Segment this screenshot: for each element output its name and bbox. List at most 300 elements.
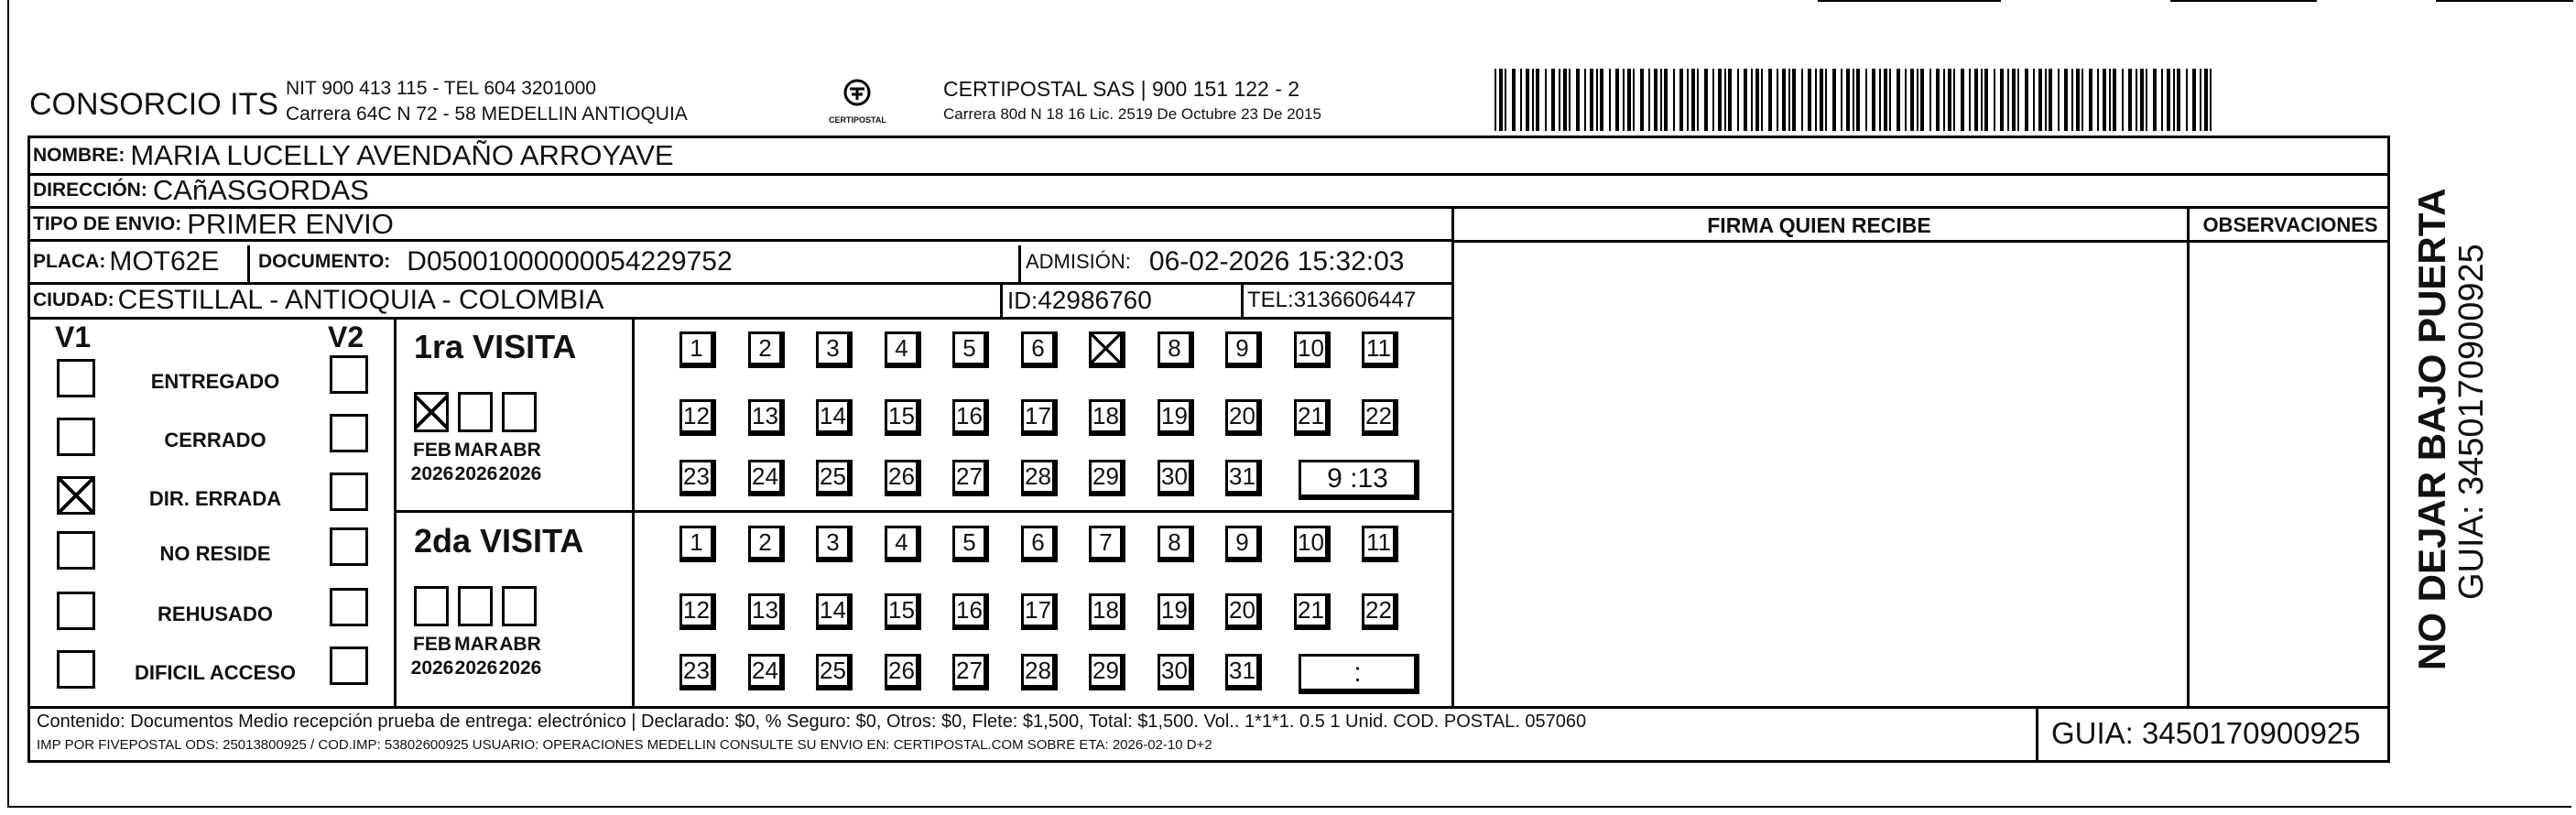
placa-row	[33, 243, 219, 281]
day-label: 29	[1092, 462, 1119, 490]
barcode-bar	[1737, 69, 1739, 131]
barcode-bar	[2103, 69, 2106, 131]
month-year: 2026	[454, 463, 498, 484]
observaciones-header: OBSERVACIONES	[2202, 213, 2378, 236]
month-checkbox[interactable]	[458, 392, 493, 432]
documento-label: DOCUMENTO:	[258, 251, 391, 272]
side-guia: GUIA: 3450170900925	[2452, 244, 2491, 600]
barcode-bar	[1961, 69, 1964, 131]
barcode-bar	[2167, 69, 2170, 131]
month-checkbox[interactable]	[414, 392, 449, 432]
month-label: FEB	[413, 440, 451, 461]
status-label: DIFICIL ACCESO	[134, 661, 296, 684]
barcode-bar	[1718, 69, 1722, 131]
tipo-row	[33, 208, 394, 241]
day-box[interactable]	[679, 526, 716, 562]
month-checkbox[interactable]	[458, 586, 493, 626]
month-label: MAR	[454, 634, 498, 655]
day-label: 3	[826, 334, 840, 362]
status-v2-checkbox[interactable]	[330, 355, 368, 394]
day-label: 14	[820, 596, 846, 624]
barcode-bar	[1691, 69, 1695, 131]
barcode-bar	[1563, 69, 1567, 131]
barcode-bar	[1697, 69, 1699, 131]
ciudad-row	[33, 284, 603, 317]
tipo-value: PRIMER ENVIO	[187, 208, 394, 240]
day-box[interactable]	[885, 526, 921, 562]
day-box[interactable]	[952, 460, 989, 496]
barcode-bar	[1889, 69, 1891, 131]
barcode-bar	[1981, 69, 1983, 131]
day-box[interactable]	[679, 331, 716, 368]
day-box[interactable]	[748, 460, 785, 496]
month-year: 2026	[498, 463, 542, 484]
day-label: 26	[888, 657, 915, 684]
day-box[interactable]	[1089, 460, 1125, 496]
status-label: ENTREGADO	[150, 370, 280, 393]
month-year: 2026	[410, 463, 454, 484]
barcode-bar	[1648, 69, 1650, 131]
status-v2-checkbox[interactable]	[330, 527, 368, 566]
day-box[interactable]	[1158, 654, 1194, 690]
barcode-bar	[2097, 69, 2099, 131]
x-mark-icon	[417, 395, 446, 429]
barcode-bar	[2113, 69, 2116, 131]
barcode-bar	[1712, 69, 1714, 131]
cell-divider	[1241, 282, 1244, 317]
day-box[interactable]	[1158, 460, 1194, 496]
day-box[interactable]	[1021, 399, 1058, 436]
visit-title: 1ra VISITA	[414, 328, 577, 365]
barcode-bar	[2049, 69, 2052, 131]
day-box[interactable]	[748, 331, 785, 368]
id-label: ID:	[1007, 286, 1038, 314]
day-box[interactable]	[1158, 399, 1194, 436]
barcode-bar	[2136, 69, 2137, 131]
day-label: 22	[1365, 402, 1392, 429]
day-label: 7	[1099, 528, 1113, 556]
day-box[interactable]	[1362, 331, 1398, 368]
day-box[interactable]	[1021, 526, 1058, 562]
day-label: 24	[752, 462, 778, 490]
day-box[interactable]	[1294, 399, 1331, 436]
day-box[interactable]	[885, 460, 921, 496]
time-value: 9 :13	[1327, 462, 1388, 494]
status-v1-checkbox[interactable]	[57, 418, 95, 456]
barcode-bar	[1865, 69, 1867, 131]
barcode-bar	[1664, 69, 1668, 131]
day-label: 6	[1031, 528, 1045, 556]
tel-row	[1247, 284, 1416, 317]
status-v2-checkbox[interactable]	[330, 414, 368, 452]
day-box[interactable]	[816, 460, 853, 496]
day-label: 15	[888, 402, 915, 429]
barcode-bar	[1825, 69, 1827, 131]
cell-divider	[1018, 245, 1021, 282]
status-v2-checkbox[interactable]	[330, 647, 368, 685]
barcode-bar	[1724, 69, 1726, 131]
day-box[interactable]	[1089, 654, 1125, 690]
month-label: ABR	[499, 440, 541, 461]
v2-header: V2	[328, 321, 364, 353]
day-box[interactable]	[816, 331, 853, 368]
barcode-bar	[1627, 69, 1631, 131]
month-label: MAR	[454, 440, 498, 461]
day-box[interactable]	[1158, 526, 1194, 562]
cell-divider	[247, 245, 250, 282]
tipo-label: TIPO DE ENVIO:	[33, 213, 182, 234]
barcode-bar	[2192, 69, 2196, 131]
certipostal-logo-icon	[831, 78, 883, 118]
day-label: 20	[1229, 402, 1255, 429]
documento-row	[258, 243, 733, 281]
barcode-bar	[1532, 69, 1534, 131]
barcode-bar	[1948, 69, 1951, 131]
day-box[interactable]	[1089, 331, 1125, 368]
placa-label: PLACA:	[33, 251, 106, 272]
month-checkbox[interactable]	[502, 392, 537, 432]
status-v2-checkbox[interactable]	[330, 588, 368, 626]
status-v1-checkbox[interactable]	[57, 476, 95, 515]
barcode-bar	[2000, 69, 2004, 131]
company-nit: NIT 900 413 115 - TEL 604 3201000	[286, 78, 596, 99]
day-box[interactable]	[748, 654, 785, 690]
day-label: 31	[1229, 657, 1255, 684]
barcode-bar	[1654, 69, 1658, 131]
day-label: 18	[1092, 596, 1119, 624]
day-box[interactable]	[1089, 593, 1125, 630]
nombre-row	[33, 138, 674, 173]
barcode-bar	[1884, 69, 1887, 131]
day-box[interactable]	[1362, 526, 1398, 562]
barcode-bar	[1801, 69, 1803, 131]
day-label: 19	[1161, 402, 1188, 429]
status-label: REHUSADO	[158, 603, 273, 625]
documento-value: D05001000000054229752	[407, 246, 733, 277]
barcode-bar	[1792, 69, 1796, 131]
day-label: 13	[752, 596, 778, 624]
barcode-bar	[1969, 69, 1971, 131]
barcode-bar	[2045, 69, 2047, 131]
carrier-name: CERTIPOSTAL SAS | 900 151 122 - 2	[943, 77, 1300, 101]
day-box[interactable]	[885, 593, 921, 630]
tel-label: TEL:	[1247, 288, 1294, 312]
day-box[interactable]	[816, 654, 853, 690]
day-label: 14	[820, 402, 846, 429]
barcode-bar	[1590, 69, 1593, 131]
day-label: 27	[956, 657, 983, 684]
time-box[interactable]	[1299, 460, 1419, 500]
day-label: 21	[1298, 596, 1324, 624]
time-value: :	[1353, 657, 1362, 688]
x-mark-icon	[1092, 334, 1120, 363]
barcode-bar	[1495, 69, 1496, 131]
barcode-bar	[1576, 69, 1580, 131]
barcode-bar	[1615, 69, 1619, 131]
day-label: 12	[683, 402, 710, 429]
bottom-edge-line	[7, 806, 2571, 808]
barcode-bar	[2173, 69, 2175, 131]
barcode-bar	[1920, 69, 1924, 131]
day-label: 28	[1025, 657, 1051, 684]
day-label: 24	[752, 657, 778, 684]
day-label: 25	[820, 462, 846, 490]
barcode-bar	[2033, 69, 2035, 131]
barcode-bar	[2204, 69, 2208, 131]
status-v1-checkbox[interactable]	[57, 359, 95, 397]
imp-text: IMP POR FIVEPOSTAL ODS: 25013800925 / COD.IMP: 53802600925 USUARIO: OPERACIONES MEDELLIN CONSULTE SU ENVIO EN: CERTIPOSTAL.COM SOBRE ETA: 2026-02-10 D+2	[37, 737, 1212, 753]
day-label: 12	[683, 596, 710, 624]
day-box[interactable]	[1158, 593, 1194, 630]
barcode-bar	[1673, 69, 1675, 131]
day-box[interactable]	[748, 593, 785, 630]
day-box[interactable]	[816, 399, 853, 436]
x-mark-icon	[60, 479, 92, 512]
admision-value: 06-02-2026 15:32:03	[1148, 246, 1405, 277]
barcode-bar	[2210, 69, 2212, 131]
barcode-bar	[2109, 69, 2111, 131]
barcode-bar	[2089, 69, 2092, 131]
day-label: 10	[1298, 528, 1324, 556]
id-row	[1007, 284, 1152, 317]
barcode-bar	[1974, 69, 1978, 131]
row-divider	[27, 317, 1451, 320]
barcode-bar	[1777, 69, 1778, 131]
day-box[interactable]	[1089, 526, 1125, 562]
left-edge-line	[7, 0, 9, 806]
day-box[interactable]	[1362, 399, 1398, 436]
barcode-bar	[1853, 69, 1854, 131]
column-divider	[2187, 206, 2190, 706]
day-box[interactable]	[679, 593, 716, 630]
day-box[interactable]	[679, 654, 716, 690]
admision-label: ADMISIÓN:	[1026, 250, 1131, 273]
barcode-bar	[1584, 69, 1586, 131]
day-box[interactable]	[1021, 654, 1058, 690]
tel-value: 3136606447	[1293, 288, 1417, 312]
barcode-bar	[2200, 69, 2201, 131]
day-label: 15	[888, 596, 915, 624]
status-v1-checkbox[interactable]	[57, 531, 95, 570]
month-year: 2026	[454, 657, 498, 679]
barcode-bar	[1872, 69, 1875, 131]
day-box[interactable]	[1294, 526, 1331, 562]
day-label: 5	[962, 528, 976, 556]
barcode-bar	[2186, 69, 2188, 131]
barcode-bar	[1856, 69, 1860, 131]
logo-caption: CERTIPOSTAL	[829, 115, 886, 125]
day-label: 19	[1161, 596, 1188, 624]
day-label: 6	[1031, 334, 1045, 362]
barcode-bar	[2012, 69, 2016, 131]
barcode-bar	[1559, 69, 1560, 131]
day-box[interactable]	[952, 593, 989, 630]
day-box[interactable]	[1225, 399, 1262, 436]
day-box[interactable]	[1225, 526, 1262, 562]
day-box[interactable]	[885, 654, 921, 690]
day-label: 1	[690, 528, 703, 556]
barcode-bar	[1841, 69, 1842, 131]
company-name: CONSORCIO ITS	[29, 87, 279, 122]
v1-header: V1	[55, 321, 92, 353]
barcode-bar	[1633, 69, 1635, 131]
id-value: 42986760	[1038, 286, 1152, 314]
month-checkbox[interactable]	[414, 586, 449, 626]
status-v1-checkbox[interactable]	[57, 650, 95, 689]
day-box[interactable]	[952, 399, 989, 436]
day-label: 10	[1298, 334, 1324, 362]
carrier-address: Carrera 80d N 18 16 Lic. 2519 De Octubre 23 De 2015	[943, 105, 1321, 123]
barcode-bar	[1755, 69, 1759, 131]
day-box[interactable]	[1089, 399, 1125, 436]
day-label: 13	[752, 402, 778, 429]
admision-row	[1026, 243, 1404, 281]
barcode-bar	[2007, 69, 2009, 131]
day-label: 28	[1025, 462, 1051, 490]
day-box[interactable]	[952, 526, 989, 562]
day-label: 3	[826, 528, 840, 556]
barcode-bar	[1910, 69, 1914, 131]
visit-title: 2da VISITA	[414, 522, 584, 560]
day-label: 20	[1229, 596, 1255, 624]
day-box[interactable]	[1294, 593, 1331, 630]
day-label: 22	[1365, 596, 1392, 624]
barcode-bar	[1744, 69, 1747, 131]
barcode-bar	[2058, 69, 2060, 131]
day-label: 30	[1161, 657, 1188, 684]
day-label: 26	[888, 462, 915, 490]
barcode-bar	[2140, 69, 2144, 131]
barcode-bar	[1832, 69, 1836, 131]
barcode-bar	[2161, 69, 2163, 131]
row-divider	[27, 173, 2390, 176]
day-box[interactable]	[1021, 460, 1058, 496]
status-label: CERRADO	[164, 429, 266, 451]
day-label: 11	[1366, 334, 1391, 362]
day-label: 18	[1092, 402, 1119, 429]
barcode-bar	[1846, 69, 1850, 131]
day-box[interactable]	[1158, 331, 1194, 368]
barcode-bar	[1728, 69, 1732, 131]
company-address: Carrera 64C N 72 - 58 MEDELLIN ANTIOQUIA	[286, 103, 688, 125]
day-label: 1	[690, 334, 703, 362]
day-box[interactable]	[1225, 654, 1262, 690]
barcode-bar	[2017, 69, 2019, 131]
barcode-bar	[1808, 69, 1811, 131]
day-box[interactable]	[816, 526, 853, 562]
barcode-bar	[1609, 69, 1611, 131]
day-box[interactable]	[1362, 593, 1398, 630]
barcode-bar	[1545, 69, 1547, 131]
day-label: 5	[962, 334, 976, 362]
status-v1-checkbox[interactable]	[57, 592, 95, 630]
day-label: 9	[1235, 528, 1249, 556]
ciudad-value: CESTILLAL - ANTIOQUIA - COLOMBIA	[117, 285, 604, 315]
barcode-bar	[1660, 69, 1662, 131]
barcode-bar	[2128, 69, 2132, 131]
day-label: 21	[1298, 402, 1324, 429]
day-box[interactable]	[748, 399, 785, 436]
day-box[interactable]	[952, 654, 989, 690]
barcode-bar	[1600, 69, 1603, 131]
barcode-bar	[2081, 69, 2083, 131]
top-edge-mark	[2170, 0, 2317, 2]
barcode-bar	[1879, 69, 1881, 131]
day-label: 27	[956, 462, 983, 490]
barcode-bar	[1897, 69, 1900, 131]
day-box[interactable]	[1294, 331, 1331, 368]
month-checkbox[interactable]	[502, 586, 537, 626]
month-label: ABR	[499, 634, 541, 655]
day-box[interactable]	[1021, 331, 1058, 368]
day-box[interactable]	[748, 526, 785, 562]
footer-divider	[2036, 706, 2038, 763]
barcode-bar	[1788, 69, 1790, 131]
day-box[interactable]	[952, 331, 989, 368]
barcode-bar	[2038, 69, 2042, 131]
barcode-bar	[1526, 69, 1529, 131]
barcode-bar	[1936, 69, 1940, 131]
day-box[interactable]	[816, 593, 853, 630]
time-box[interactable]	[1299, 654, 1419, 694]
nombre-label: NOMBRE:	[33, 145, 125, 166]
barcode-bar	[1536, 69, 1539, 131]
barcode-bar	[2025, 69, 2028, 131]
day-label: 17	[1025, 596, 1051, 624]
month-year: 2026	[410, 657, 454, 679]
column-divider	[1451, 206, 1454, 706]
day-label: 31	[1229, 462, 1255, 490]
day-box[interactable]	[1225, 593, 1262, 630]
day-label: 23	[683, 657, 710, 684]
barcode-bar	[1499, 69, 1503, 131]
day-label: 4	[895, 334, 908, 362]
footer-guia: GUIA: 3450170900925	[2051, 716, 2361, 750]
barcode-bar	[1953, 69, 1955, 131]
day-label: 16	[956, 596, 983, 624]
cell-divider	[1000, 282, 1003, 317]
barcode-bar	[1943, 69, 1945, 131]
day-box[interactable]	[679, 399, 716, 436]
day-box[interactable]	[1225, 460, 1262, 496]
day-label: 8	[1168, 334, 1181, 362]
barcode-bar	[1929, 69, 1931, 131]
barcode-bar	[1704, 69, 1708, 131]
side-warning: NO DEJAR BAJO PUERTA	[2410, 188, 2453, 670]
day-label: 25	[820, 657, 846, 684]
barcode-bar	[1820, 69, 1823, 131]
day-box[interactable]	[885, 399, 921, 436]
day-label: 17	[1025, 402, 1051, 429]
day-box[interactable]	[1225, 331, 1262, 368]
barcode-bar	[1679, 69, 1683, 131]
day-box[interactable]	[679, 460, 716, 496]
barcode-bar	[1551, 69, 1555, 131]
barcode-bar	[1751, 69, 1753, 131]
status-v2-checkbox[interactable]	[330, 473, 368, 511]
month-year: 2026	[498, 657, 542, 679]
barcode-bar	[1917, 69, 1918, 131]
day-label: 9	[1235, 334, 1249, 362]
barcode-bar	[2076, 69, 2080, 131]
day-box[interactable]	[885, 331, 921, 368]
visit-row-divider	[394, 510, 1451, 513]
barcode-bar	[1512, 69, 1516, 131]
barcode-bar	[1687, 69, 1689, 131]
day-box[interactable]	[1021, 593, 1058, 630]
firma-header: FIRMA QUIEN RECIBE	[1707, 213, 1931, 237]
barcode-bar	[1782, 69, 1786, 131]
